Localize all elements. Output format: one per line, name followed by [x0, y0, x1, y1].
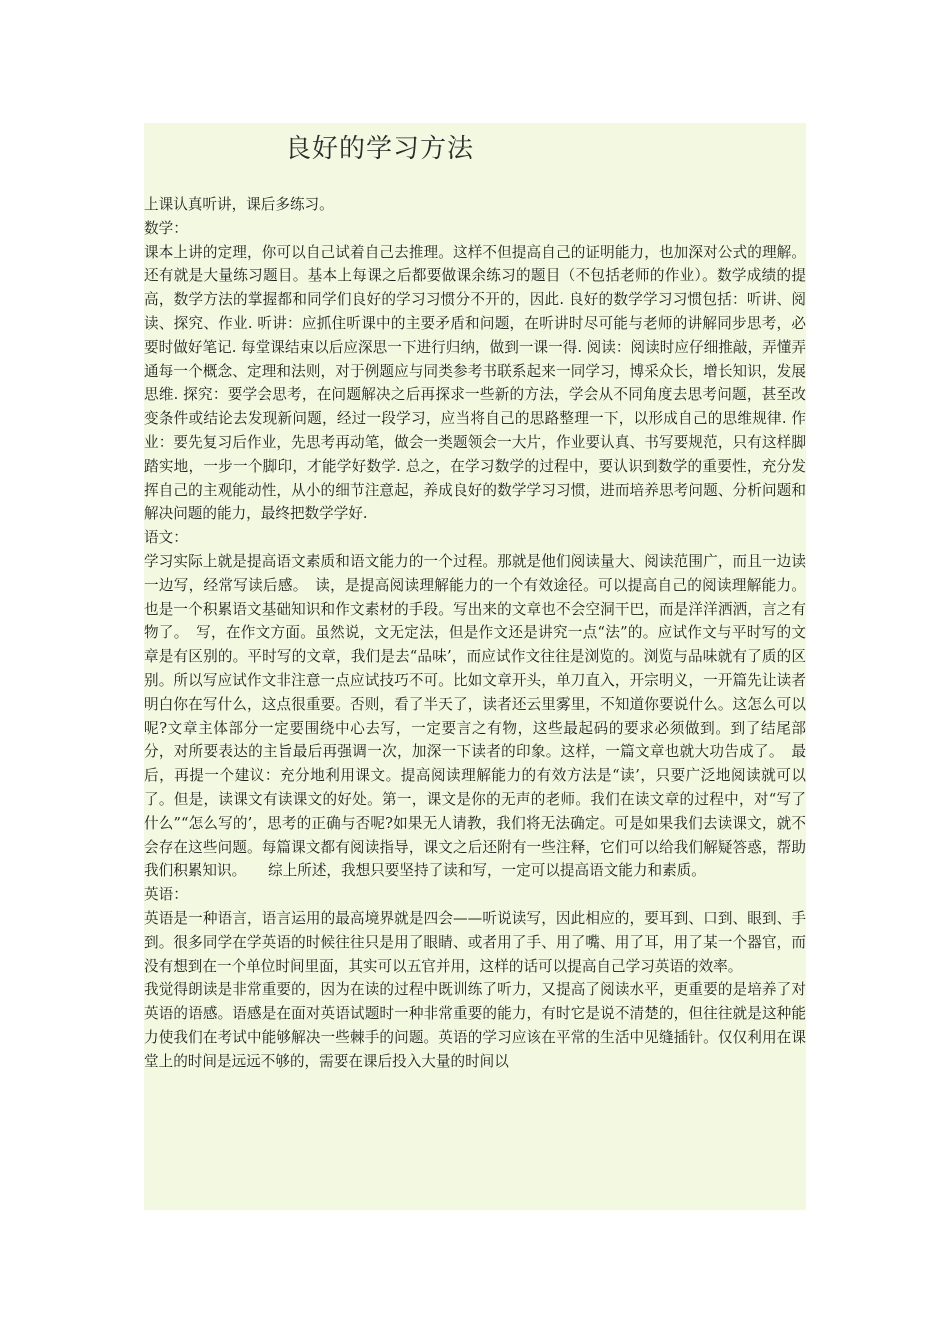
math-paragraph: 课本上讲的定理，你可以自己试着自己去推理。这样不但提高自己的证明能力，也加深对公式的理解。还有就是大量练习题目。基本上每课之后都要做课余练习的题目（不包括老师的作业）。数学成绩的提高，数学方法的掌握都和同学们良好的学习习惯分不开的，因此. 良好的数学学习习惯包括：听讲、阅读、探究、作业. 听讲：应抓住听课中的主要矛盾和问题，在听讲时尽可能与老师的讲解同步思考，必要时做好笔记. 每堂课结束以后应深思一下进行归纳，做到一课一得. 阅读：阅读时应仔细推敲，弄懂弄通每一个概念、定理和法则，对于例题应与同类参考书联系起来一同学习，博采众长，增长知识，发展思维. 探究：要学会思考，在问题解决之后再探求一些新的方法，学会从不同角度去思考问题，甚至改变条件或结论去发现新问题，经过一段学习，应当将自己的思路整理一下，以形成自己的思维规律. 作业：要先复习后作业，先思考再动笔，做会一类题领会一大片，作业要认真、书写要规范，只有这样脚踏实地，一步一个脚印，才能学好数学. 总之，在学习数学的过程中，要认识到数学的重要性，充分发挥自己的主观能动性，从小的细节注意起，养成良好的数学学习习惯，进而培养思考问题、分析问题和解决问题的能力，最终把数学学好. [144, 243, 806, 523]
document-title: 良好的学习方法 [285, 134, 475, 164]
english-paragraph-2: 我觉得朗读是非常重要的，因为在读的过程中既训练了听力，又提高了阅读水平，更重要的是培养了对英语的语感。语感是在面对英语试题时一种非常重要的能力，有时它是说不清楚的，但往往就是这种能力使我们在考试中能够解决一些棘手的问题。英语的学习应该在平常的生活中见缝插针。仅仅利用在课堂上的时间是远远不够的，需要在课后投入大量的时间以 [144, 981, 806, 1070]
math-heading: 数学： [144, 219, 188, 237]
english-paragraph-1: 英语是一种语言，语言运用的最高境界就是四会——听说读写，因此相应的，要耳到、口到、眼到、手到。很多同学在学英语的时候往往只是用了眼睛、或者用了手、用了嘴、用了耳，用了某一个器官，而没有想到在一个单位时间里面，其实可以五官并用，这样的话可以提高自己学习英语的效率。 [144, 909, 806, 975]
english-heading: 英语： [144, 886, 188, 904]
chinese-paragraph: 学习实际上就是提高语文素质和语文能力的一个过程。那就是他们阅读量大、阅读范围广，而且一边读一边写，经常写读后感。 读，是提高阅读理解能力的一个有效途径。可以提高自己的阅读理解能力。也是一个积累语文基础知识和作文素材的手段。写出来的文章也不会空洞干巴，而是洋洋洒洒，言之有物了。 写，在作文方面。虽然说，文无定法，但是作文还是讲究一点“法”的。应试作文与平时写的文章是有区别的。平时写的文章，我们是去“品味’，而应试作文往往是浏览的。浏览与品味就有了质的区别。所以写应试作文非注意一点应试技巧不可。比如文章开头，单刀直入，开宗明义，一开篇先让读者明白你在写什么，这点很重要。否则，看了半天了，读者还云里雾里，不知道你要说什么。这怎么可以呢?文章主体部分一定要围绕中心去写，一定要言之有物，这些最起码的要求必须做到。到了结尾部分，对所要表达的主旨最后再强调一次，加深一下读者的印象。这样，一篇文章也就大功告成了。 最后，再提一个建议：充分地利用课文。提高阅读理解能力的有效方法是“读’，只要广泛地阅读就可以了。但是，读课文有读课文的好处。第一，课文是你的无声的老师。我们在读文章的过程中，对“写了什么”“怎么写的’，思考的正确与否呢?如果无人请教，我们将无法确定。可是如果我们去读课文，就不会存在这些问题。每篇课文都有阅读指导，课文之后还附有一些注释，它们可以给我们解疑答惑，帮助我们积累知识。 综上所述，我想只要坚持了读和写，一定可以提高语文能力和素质。 [144, 552, 806, 880]
intro-paragraph: 上课认真听讲，课后多练习。 [144, 196, 334, 213]
document-page [144, 123, 806, 1210]
chinese-heading: 语文： [144, 529, 188, 547]
